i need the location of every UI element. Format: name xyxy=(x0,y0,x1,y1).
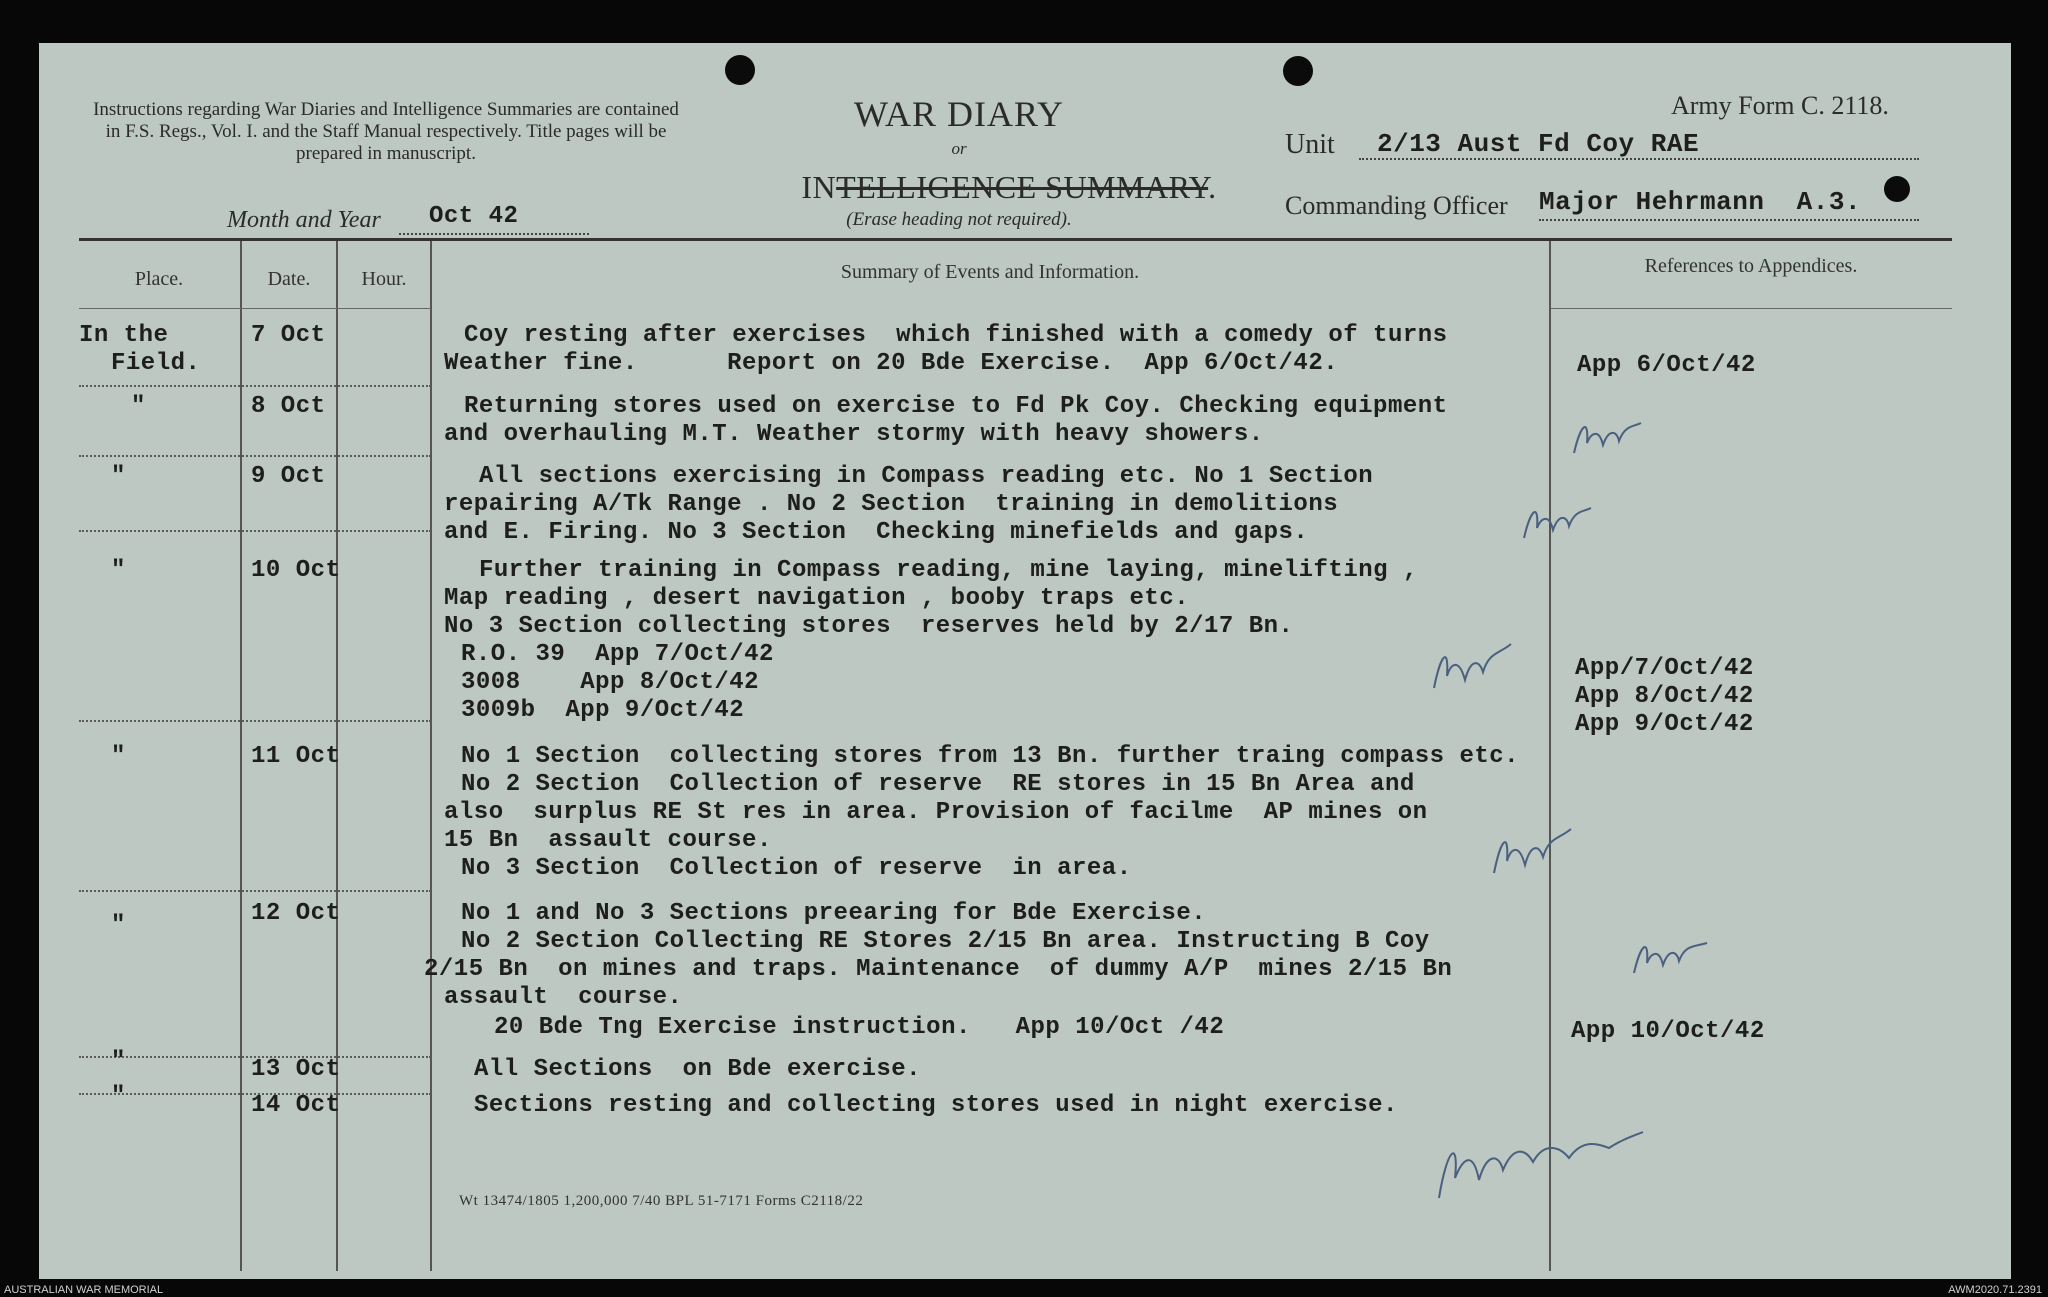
row-divider xyxy=(79,890,431,892)
entry-text: No 3 Section collecting stores reserves held by 2/17 Bn. xyxy=(444,613,1294,640)
row-divider xyxy=(79,720,431,722)
entry-text: repairing A/Tk Range . No 2 Section training in demolitions xyxy=(444,491,1339,518)
row-divider xyxy=(79,455,431,457)
entry-text: No 1 Section collecting stores from 13 Bn. further traing compass etc. xyxy=(461,743,1520,770)
entry-text: Map reading , desert navigation , booby traps etc. xyxy=(444,585,1190,612)
entry-text: also surplus RE St res in area. Provision of facilme AP mines on xyxy=(444,799,1428,826)
signature xyxy=(1429,1118,1649,1208)
date-12-oct: 12 Oct xyxy=(251,900,341,927)
row-divider xyxy=(79,385,431,387)
col-header-summary: Summary of Events and Information. xyxy=(840,261,1140,283)
col-divider-hour xyxy=(430,241,432,1271)
entry-text: No 2 Section Collecting RE Stores 2/15 Bn area. Instructing B Coy xyxy=(461,928,1430,955)
entry-text: 3008 App 8/Oct/42 xyxy=(461,669,760,696)
commanding-officer-value: Major Hehrmann A.3. xyxy=(1539,187,1862,217)
ditto-mark: " xyxy=(131,393,146,420)
ditto-mark: " xyxy=(111,912,126,939)
col-header-place: Place. xyxy=(134,268,184,290)
footer-reference: AWM2020.71.2391 xyxy=(1948,1284,2042,1296)
co-dotline xyxy=(1539,219,1919,221)
signature-initials xyxy=(1429,638,1519,698)
entry-text: and E. Firing. No 3 Section Checking minefields and gaps. xyxy=(444,519,1309,546)
row-divider xyxy=(79,530,431,532)
ditto-mark: " xyxy=(111,1083,126,1110)
signature-initials xyxy=(1569,413,1649,463)
punch-hole xyxy=(725,55,755,85)
appendix-ref: App 8/Oct/42 xyxy=(1575,683,1754,710)
appendix-ref: App 6/Oct/42 xyxy=(1577,352,1756,379)
form-title: WAR DIARY xyxy=(853,94,1064,134)
date-7-oct: 7 Oct xyxy=(251,322,326,349)
ditto-mark: " xyxy=(111,743,126,770)
ditto-mark: " xyxy=(111,1048,126,1075)
unit-label: Unit xyxy=(1285,129,1335,160)
intelligence-summary-heading xyxy=(729,169,1289,206)
printer-line: Wt 13474/1805 1,200,000 7/40 BPL 51-7171 Forms C2118/22 xyxy=(459,1193,864,1209)
header-rule-refs xyxy=(1551,308,1952,309)
form-or: or xyxy=(951,139,967,158)
month-year-label: Month and Year xyxy=(227,207,381,233)
ditto-mark: " xyxy=(111,557,126,584)
entry-text: All Sections on Bde exercise. xyxy=(474,1056,922,1083)
punch-hole xyxy=(1283,56,1313,86)
place-line-1: In the xyxy=(79,322,169,349)
entry-text: Sections resting and collecting stores used in night exercise. xyxy=(474,1092,1398,1119)
entry-text: R.O. 39 App 7/Oct/42 xyxy=(461,641,774,668)
footer-credit: AUSTRALIAN WAR MEMORIAL xyxy=(4,1284,164,1296)
entry-text: 3009b App 9/Oct/42 xyxy=(461,697,745,724)
month-year-dotline xyxy=(399,233,589,235)
entry-text: Weather fine. Report on 20 Bde Exercise. App 6/Oct/42. xyxy=(444,350,1339,377)
intel-struck: TELLIGENCE SUMMARY xyxy=(836,169,1209,205)
entry-text: and overhauling M.T. Weather stormy with heavy showers. xyxy=(444,421,1264,448)
entry-text: Further training in Compass reading, mine laying, minelifting , xyxy=(479,557,1418,584)
entry-text: Coy resting after exercises which finished with a comedy of turns xyxy=(464,322,1448,349)
date-9-oct: 9 Oct xyxy=(251,463,326,490)
entry-text: No 3 Section Collection of reserve in area. xyxy=(461,855,1132,882)
intel-suffix: . xyxy=(1208,169,1217,205)
entry-text: All sections exercising in Compass reading etc. No 1 Section xyxy=(479,463,1374,490)
punch-hole xyxy=(1884,176,1910,202)
col-header-date: Date. xyxy=(267,268,311,290)
commanding-officer-label: Commanding Officer xyxy=(1285,191,1508,220)
col-divider-summary xyxy=(1549,241,1551,1271)
appendix-ref: App 10/Oct/42 xyxy=(1571,1018,1765,1045)
month-year-value: Oct 42 xyxy=(429,203,519,230)
entry-text: No 1 and No 3 Sections preearing for Bde Exercise. xyxy=(461,900,1207,927)
unit-value: 2/13 Aust Fd Coy RAE xyxy=(1377,129,1700,159)
appendix-ref: App/7/Oct/42 xyxy=(1575,655,1754,682)
army-form-number: Army Form C. 2118. xyxy=(1671,91,1889,120)
date-13-oct: 13 Oct xyxy=(251,1056,341,1083)
intel-prefix: IN xyxy=(801,169,837,205)
place-line-2: Field. xyxy=(111,350,201,377)
entry-text: Returning stores used on exercise to Fd Pk Coy. Checking equipment xyxy=(464,393,1448,420)
appendix-ref: App 9/Oct/42 xyxy=(1575,711,1754,738)
ditto-mark: " xyxy=(111,463,126,490)
col-divider-place xyxy=(240,241,242,1271)
instructions-text: Instructions regarding War Diaries and Intelligence Summaries are contained in F.S. Regs., Vol. I. and the Staff Manual respectively. Title pages will be prepared in manuscript. xyxy=(93,99,679,164)
entry-text: No 2 Section Collection of reserve RE stores in 15 Bn Area and xyxy=(461,771,1415,798)
signature-initials xyxy=(1629,933,1719,983)
entry-text: 20 Bde Tng Exercise instruction. App 10/Oct /42 xyxy=(494,1014,1225,1041)
header-rule xyxy=(79,308,431,309)
entry-text: 15 Bn assault course. xyxy=(444,827,772,854)
signature-initials xyxy=(1489,823,1579,883)
entry-text: assault course. xyxy=(444,984,683,1011)
col-header-hour: Hour. xyxy=(361,268,407,290)
erase-note: (Erase heading not required). xyxy=(846,209,1072,230)
date-8-oct: 8 Oct xyxy=(251,393,326,420)
signature-initials xyxy=(1519,498,1599,548)
entry-text: 2/15 Bn on mines and traps. Maintenance of dummy A/P mines 2/15 Bn xyxy=(424,956,1453,983)
date-10-oct: 10 Oct xyxy=(251,557,341,584)
date-11-oct: 11 Oct xyxy=(251,743,341,770)
table-top-rule xyxy=(79,238,1952,241)
date-14-oct: 14 Oct xyxy=(251,1092,341,1119)
war-diary-sheet xyxy=(39,43,2011,1279)
col-header-refs: References to Appendices. xyxy=(1644,255,1858,277)
